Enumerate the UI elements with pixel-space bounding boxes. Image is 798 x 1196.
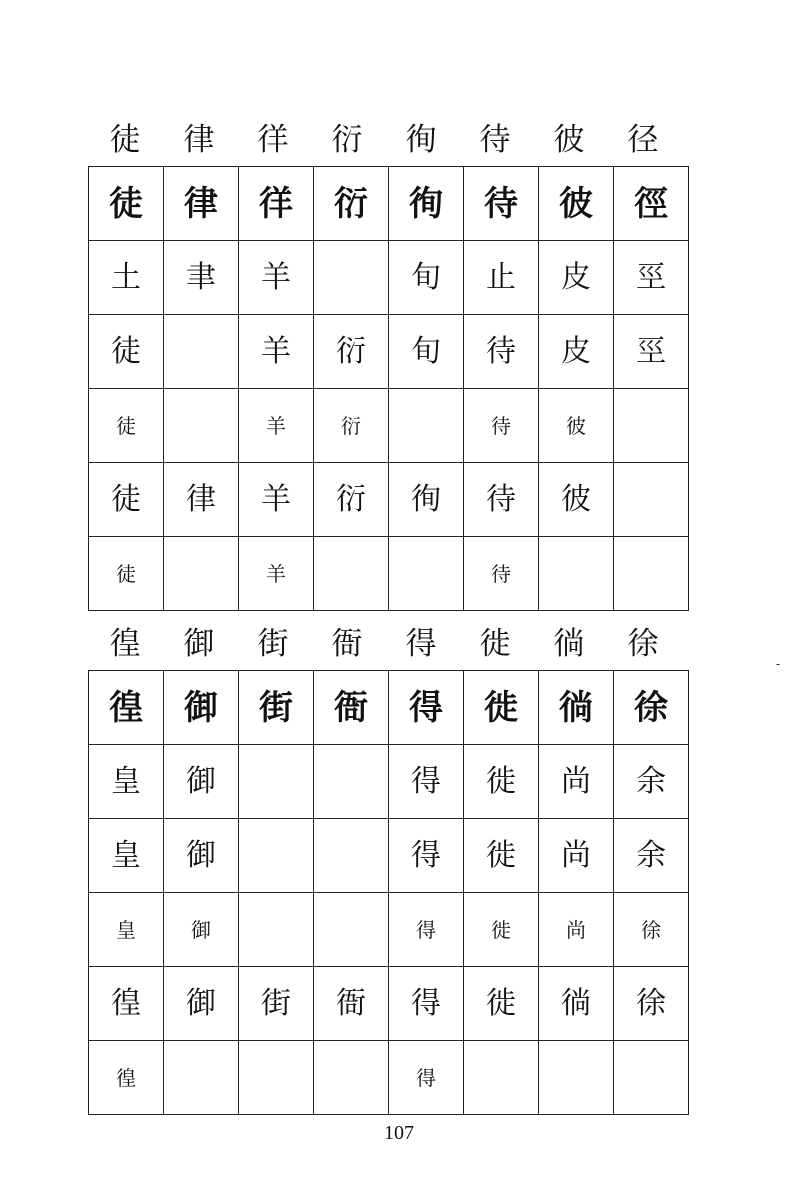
table-row: [89, 893, 689, 967]
header-char: 彼: [553, 122, 585, 158]
glyph-cell: 待: [464, 537, 539, 611]
glyph-cell: 御: [164, 967, 239, 1041]
glyph-cell: 土: [89, 241, 164, 315]
glyph-cell: 待: [464, 389, 539, 463]
glyph-cell: 街: [239, 671, 314, 745]
header-char: 徐: [627, 626, 659, 662]
glyph-cell: 余: [614, 745, 689, 819]
glyph-cell: [614, 463, 689, 537]
glyph-cell: 羊: [239, 241, 314, 315]
glyph-cell: [314, 241, 389, 315]
glyph-cell: 御: [164, 819, 239, 893]
header-char: 徙: [479, 626, 511, 662]
glyph-cell: 徒: [89, 389, 164, 463]
glyph-cell: 皇: [89, 745, 164, 819]
table-row: [89, 671, 689, 745]
glyph-cell: 律: [164, 167, 239, 241]
glyph-cell: [314, 537, 389, 611]
char-table-2: [88, 670, 689, 1115]
table-row: [89, 389, 689, 463]
glyph-cell: 徒: [89, 315, 164, 389]
glyph-cell: 羊: [239, 315, 314, 389]
glyph-cell: [314, 893, 389, 967]
glyph-cell: [164, 1041, 239, 1115]
table-row: [89, 463, 689, 537]
glyph-cell: 徑: [614, 167, 689, 241]
table-row: [89, 241, 689, 315]
glyph-cell: 徐: [614, 893, 689, 967]
glyph-cell: [164, 537, 239, 611]
header-char: 待: [479, 122, 511, 158]
glyph-cell: [239, 819, 314, 893]
glyph-cell: 徇: [389, 167, 464, 241]
glyph-cell: 徒: [89, 463, 164, 537]
glyph-cell: 待: [464, 167, 539, 241]
glyph-cell: 衙: [314, 671, 389, 745]
glyph-cell: [464, 1041, 539, 1115]
glyph-cell: 羊: [239, 389, 314, 463]
glyph-cell: [314, 1041, 389, 1115]
glyph-cell: 皇: [89, 893, 164, 967]
header-char: 御: [183, 626, 215, 662]
page-number: 107: [384, 1122, 414, 1144]
glyph-cell: 得: [389, 671, 464, 745]
glyph-cell: 尚: [539, 819, 614, 893]
glyph-cell: 徨: [89, 1041, 164, 1115]
glyph-cell: [539, 1041, 614, 1115]
glyph-cell: [239, 745, 314, 819]
table-row: [89, 819, 689, 893]
glyph-cell: 彼: [539, 389, 614, 463]
header-char: 徉: [257, 122, 289, 158]
glyph-cell: [314, 745, 389, 819]
header-char: 得: [405, 626, 437, 662]
glyph-cell: [539, 537, 614, 611]
glyph-cell: 徙: [464, 745, 539, 819]
glyph-cell: [389, 537, 464, 611]
glyph-cell: 彼: [539, 167, 614, 241]
glyph-cell: 羊: [239, 463, 314, 537]
glyph-cell: 尚: [539, 745, 614, 819]
glyph-cell: 彼: [539, 463, 614, 537]
glyph-cell: 得: [389, 967, 464, 1041]
glyph-cell: 止: [464, 241, 539, 315]
table-row: [89, 537, 689, 611]
glyph-cell: 得: [389, 893, 464, 967]
glyph-cell: 余: [614, 819, 689, 893]
glyph-cell: 徙: [464, 967, 539, 1041]
header-char: 徨: [109, 626, 141, 662]
glyph-cell: [389, 389, 464, 463]
glyph-cell: 尚: [539, 893, 614, 967]
glyph-cell: 徐: [614, 671, 689, 745]
glyph-cell: 衍: [314, 389, 389, 463]
glyph-cell: [164, 315, 239, 389]
glyph-cell: [239, 893, 314, 967]
glyph-cell: 徒: [89, 537, 164, 611]
glyph-cell: 待: [464, 315, 539, 389]
table-row: [89, 967, 689, 1041]
glyph-cell: 旬: [389, 241, 464, 315]
glyph-cell: 聿: [164, 241, 239, 315]
glyph-cell: [614, 537, 689, 611]
glyph-cell: 御: [164, 745, 239, 819]
glyph-cell: 街: [239, 967, 314, 1041]
header-char: 徇: [405, 122, 437, 158]
glyph-cell: 徐: [614, 967, 689, 1041]
table-row: [89, 167, 689, 241]
glyph-cell: 巠: [614, 315, 689, 389]
header-char: 衍: [331, 122, 363, 158]
glyph-cell: 徨: [89, 967, 164, 1041]
header-char: 衙: [331, 626, 363, 662]
glyph-cell: 衍: [314, 463, 389, 537]
glyph-cell: 得: [389, 819, 464, 893]
glyph-cell: 律: [164, 463, 239, 537]
glyph-cell: 徜: [539, 671, 614, 745]
glyph-cell: 羊: [239, 537, 314, 611]
header-char: 徒: [109, 122, 141, 158]
table-row: [89, 745, 689, 819]
glyph-cell: 御: [164, 671, 239, 745]
char-table-1: [88, 166, 689, 611]
glyph-cell: 徙: [464, 893, 539, 967]
glyph-cell: 得: [389, 1041, 464, 1115]
glyph-cell: 徙: [464, 671, 539, 745]
glyph-cell: 得: [389, 745, 464, 819]
glyph-cell: [239, 1041, 314, 1115]
header-char: 徜: [553, 626, 585, 662]
glyph-cell: 御: [164, 893, 239, 967]
glyph-cell: 徇: [389, 463, 464, 537]
glyph-cell: 旬: [389, 315, 464, 389]
header-row-1: [88, 120, 680, 160]
glyph-cell: [314, 819, 389, 893]
glyph-cell: 皇: [89, 819, 164, 893]
header-char: 街: [257, 626, 289, 662]
header-row-2: [88, 624, 680, 664]
glyph-cell: [614, 389, 689, 463]
glyph-cell: 徉: [239, 167, 314, 241]
glyph-cell: [164, 389, 239, 463]
table-row: [89, 315, 689, 389]
table-row: [89, 1041, 689, 1115]
header-char: 律: [183, 122, 215, 158]
glyph-cell: 衙: [314, 967, 389, 1041]
glyph-cell: 皮: [539, 315, 614, 389]
glyph-cell: 待: [464, 463, 539, 537]
glyph-cell: 皮: [539, 241, 614, 315]
glyph-cell: 徒: [89, 167, 164, 241]
glyph-cell: 徜: [539, 967, 614, 1041]
margin-mark: -: [776, 657, 781, 671]
glyph-cell: [614, 1041, 689, 1115]
glyph-cell: 徙: [464, 819, 539, 893]
glyph-cell: 衍: [314, 167, 389, 241]
header-char: 径: [627, 122, 659, 158]
glyph-cell: 巠: [614, 241, 689, 315]
glyph-cell: 徨: [89, 671, 164, 745]
glyph-cell: 衍: [314, 315, 389, 389]
